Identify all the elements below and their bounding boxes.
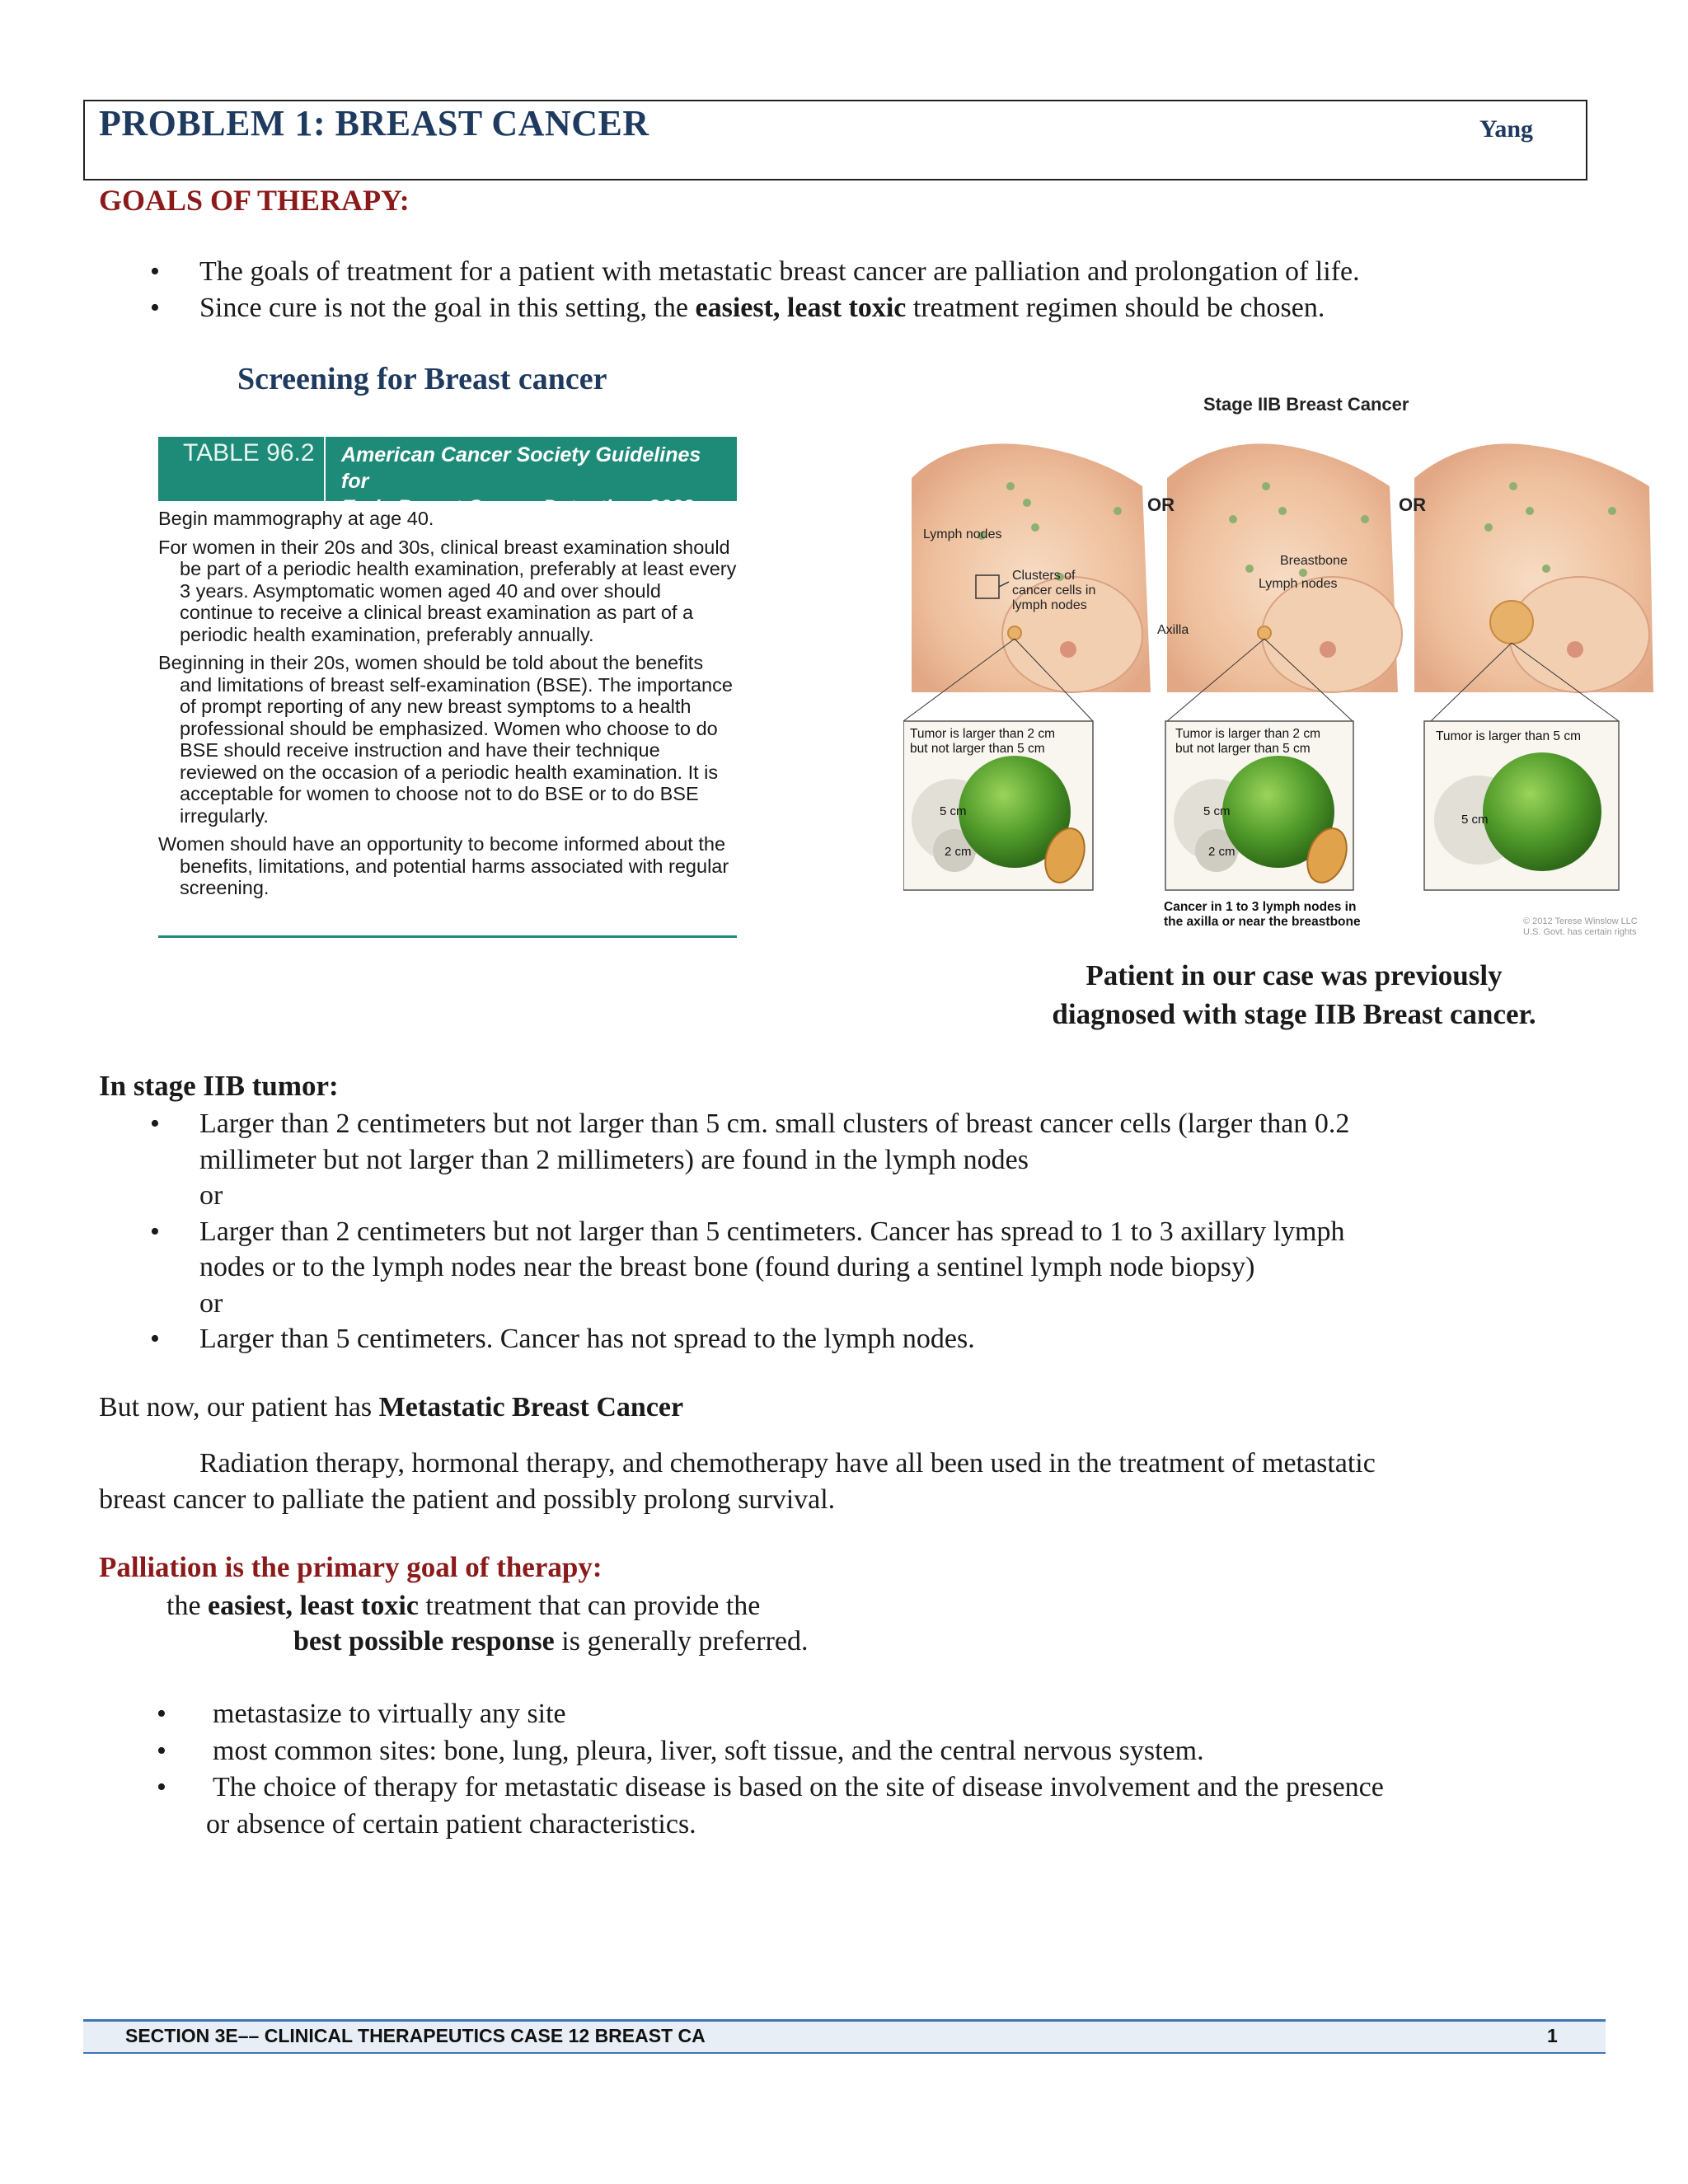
- goal-text: treatment regimen should be chosen.: [906, 293, 1325, 323]
- palliation-text: the: [166, 1591, 209, 1621]
- panel-caption-2: [1175, 727, 1320, 757]
- bullet-icon: •: [157, 1772, 166, 1802]
- list-item: [157, 1733, 1624, 1770]
- bullet-icon: •: [150, 293, 160, 323]
- goals-heading: GOALS OF THERAPY:: [99, 184, 410, 217]
- metastatic-para-line2: breast cancer to palliate the patient and possibly prolong survival.: [99, 1484, 836, 1515]
- stage-list: [150, 1106, 1617, 1357]
- stage-text: Larger than 2 centimeters but not larger than 5 cm. small clusters of breast cancer cells (larger than 0.2: [199, 1108, 1350, 1139]
- page-title: PROBLEM 1: BREAST CANCER: [99, 103, 649, 143]
- palliation-emphasis: best possible response: [293, 1626, 555, 1657]
- palliation-text: treatment that can provide the: [418, 1591, 761, 1621]
- palliation-line1: [166, 1588, 760, 1624]
- list-item: [150, 254, 1617, 290]
- list-item: [157, 1696, 1624, 1733]
- footer-section: SECTION 3E–– CLINICAL THERAPEUTICS CASE 12 BREAST CA: [125, 2025, 706, 2046]
- page-number: 1: [1547, 2025, 1558, 2046]
- goal-text: Since cure is not the goal in this setting, the: [199, 293, 696, 323]
- table-body: [158, 508, 737, 906]
- metastasis-text: The choice of therapy for metastatic disease is based on the site of disease involvement and the presence: [213, 1772, 1384, 1802]
- or-label: OR: [1147, 494, 1175, 515]
- list-item: [150, 1214, 1617, 1322]
- lymph-nodes-label: Lymph nodes: [923, 527, 1002, 541]
- table-number: TABLE 96.2: [158, 437, 326, 501]
- bullet-icon: •: [157, 1735, 166, 1766]
- author-name: Yang: [1479, 115, 1534, 143]
- or-label: OR: [1399, 494, 1426, 515]
- list-item: [150, 290, 1617, 326]
- table-row: Beginning in their 20s, women should be told about the benefits and limitations of breast self-examination (BSE). The importance of prompt reporting of any new breast symptoms to a health professional should be emphasized. Women who choose to do BSE should receive instruction and have their technique reviewed on the occasion of a periodic health examination. It is acceptable for women to choose not to do BSE or to do BSE irregularly.: [158, 652, 733, 827]
- panel-caption-3: Tumor is larger than 5 cm: [1436, 729, 1582, 743]
- caption-line: Cancer in 1 to 3 lymph nodes in: [1164, 900, 1357, 914]
- stage-text: millimeter but not larger than 2 millimeters) are found in the lymph nodes: [199, 1144, 1029, 1175]
- bullet-icon: •: [150, 1216, 160, 1247]
- metastatic-line: [99, 1390, 683, 1426]
- goals-list: [150, 254, 1617, 326]
- bullet-icon: •: [150, 256, 160, 287]
- goal-emphasis: easiest, least toxic: [695, 293, 907, 323]
- caption-line: the axilla or near the breastbone: [1164, 915, 1361, 929]
- size-5cm-label: 5 cm: [940, 804, 967, 818]
- label-line: lymph nodes: [1012, 598, 1087, 612]
- note-line: diagnosed with stage IIB Breast cancer.: [1052, 998, 1536, 1030]
- figure-title: Stage IIB Breast Cancer: [1203, 394, 1409, 415]
- list-item: [150, 1106, 1617, 1214]
- size-2cm-label: 2 cm: [1208, 845, 1236, 859]
- metastasis-text: or absence of certain patient characteristics.: [206, 1808, 696, 1840]
- bullet-icon: •: [150, 1108, 160, 1139]
- list-item: [157, 1769, 1624, 1843]
- torso-panel-3: [1414, 443, 1653, 692]
- stage-iib-illustration: [903, 387, 1662, 948]
- size-5cm-label: 5 cm: [1203, 804, 1231, 818]
- panel-caption-1: [910, 727, 1055, 757]
- axilla-label: Axilla: [1157, 623, 1189, 637]
- caption-line: Tumor is larger than 2 cm: [910, 727, 1056, 741]
- screening-heading: Screening for Breast cancer: [237, 362, 607, 396]
- figure-credit: [1523, 916, 1638, 938]
- bullet-icon: •: [157, 1699, 166, 1729]
- size-5cm-label: 5 cm: [1461, 813, 1489, 827]
- bullet-icon: •: [150, 1324, 160, 1354]
- size-2cm-label: 2 cm: [945, 845, 972, 859]
- stage-heading: In stage IIB tumor:: [99, 1070, 339, 1102]
- caption-line: but not larger than 5 cm: [1175, 742, 1311, 756]
- metastasis-list: [157, 1696, 1624, 1843]
- note-line: Patient in our case was previously: [1085, 959, 1503, 991]
- palliation-text: is generally preferred.: [554, 1626, 809, 1657]
- table-row: Women should have an opportunity to become informed about the benefits, limitations, and potential harms associated with regular screening.: [158, 833, 729, 898]
- caption-line: Tumor is larger than 2 cm: [1175, 727, 1321, 741]
- credit-line: © 2012 Terese Winslow LLC: [1523, 916, 1638, 926]
- or-text: or: [199, 1287, 223, 1319]
- table-title-line: American Cancer Society Guidelines for: [341, 443, 701, 493]
- stage-text: Larger than 2 centimeters but not larger than 5 centimeters. Cancer has spread to 1 to 3 axillary lymph: [199, 1216, 1345, 1247]
- metastasis-text: metastasize to virtually any site: [213, 1699, 566, 1729]
- table-title-line: Early Breast Cancer Detection, 2003: [341, 496, 694, 519]
- table-bottom-rule: [158, 935, 737, 938]
- metastasis-text: most common sites: bone, lung, pleura, liver, soft tissue, and the central nervous system.: [213, 1735, 1204, 1766]
- label-line: Clusters of: [1012, 569, 1076, 583]
- palliation-emphasis: easiest, least toxic: [208, 1591, 419, 1621]
- label-line: cancer cells in: [1012, 583, 1096, 598]
- list-item: [150, 1321, 1617, 1357]
- figure-caption: [1164, 900, 1361, 930]
- goal-text: The goals of treatment for a patient with metastatic breast cancer are palliation and prolongation of life.: [199, 256, 1360, 287]
- credit-line: U.S. Govt. has certain rights: [1523, 927, 1637, 937]
- breastbone-label: Breastbone: [1280, 554, 1348, 568]
- metastatic-text: But now, our patient has: [99, 1392, 379, 1422]
- caption-line: but not larger than 5 cm: [910, 742, 1045, 756]
- or-text: or: [199, 1180, 223, 1211]
- lymph-nodes-label-2: Lymph nodes: [1259, 577, 1338, 591]
- metastatic-para-line1: Radiation therapy, hormonal therapy, and chemotherapy have all been used in the treatment of metastatic: [199, 1448, 1376, 1479]
- stage-text: Larger than 5 centimeters. Cancer has not spread to the lymph nodes.: [199, 1324, 975, 1354]
- table-row: For women in their 20s and 30s, clinical breast examination should be part of a periodic health examination, preferably at least every 3 years. Asymptomatic women aged 40 and over should continue to receive a clinical breast examination as part of a periodic health examination, preferably annually.: [158, 536, 737, 645]
- patient-note: [956, 956, 1632, 1033]
- stage-text: nodes or to the lymph nodes near the breast bone (found during a sentinel lymph node biopsy): [199, 1252, 1255, 1282]
- palliation-heading: Palliation is the primary goal of therapy:: [99, 1551, 603, 1583]
- metastatic-emphasis: Metastatic Breast Cancer: [378, 1392, 684, 1422]
- palliation-line2: [293, 1624, 809, 1660]
- clusters-label: [1012, 569, 1095, 613]
- table-row: Begin mammography at age 40.: [158, 508, 434, 529]
